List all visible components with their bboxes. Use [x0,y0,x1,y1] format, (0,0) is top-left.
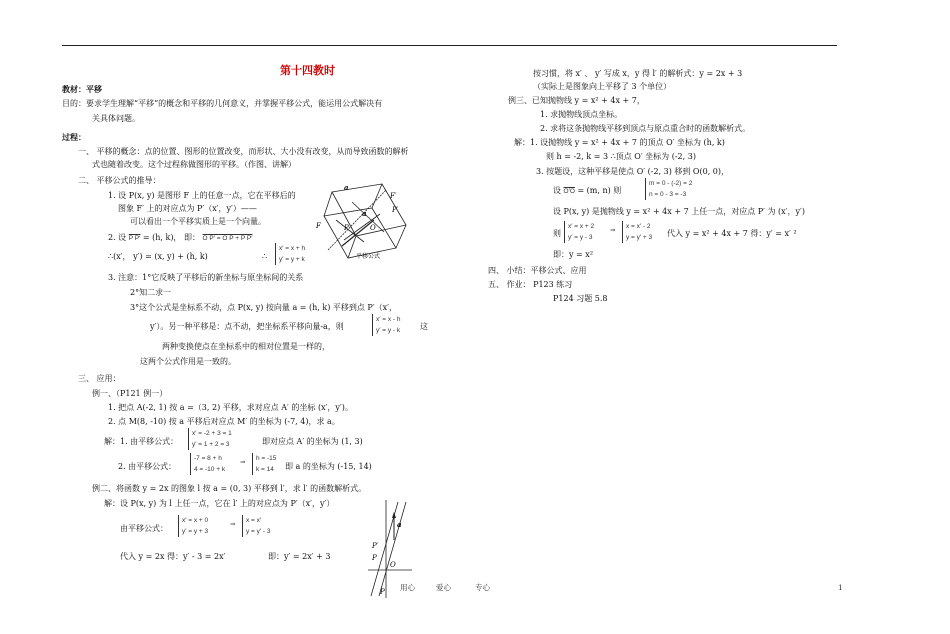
label-o: O [390,561,396,569]
footer-text: 专心 [475,583,490,592]
text-line: 2. 求将这条抛物线平移到顶点与原点重合时的函数解析式。 [540,124,751,133]
text-line: 3°这个公式是坐标系不动，点 P(x, y) 按向量 a = (h, k) 平移到点 P′（x′， [130,303,397,312]
text-line: 四、 小结：平移公式、应用 [488,266,587,275]
equation-system: m = 0 - (-2) = 2 n = 0 - 3 = -3 [645,178,692,200]
text-line: 这 [420,322,428,331]
text-line: 3. 按题设，这种平移是使点 O′ (-2, 3) 移到 O(0, 0)， [536,167,729,176]
text-line: 即：y = x² [553,250,594,259]
text-line: 二、 平移公式的推导： [78,176,161,185]
text-line: 代入 y = x² + 4x + 7 得：y′ = x′ ² [667,229,797,238]
text-line: 可以看出一个平移实质上是一个向量。 [130,217,266,226]
label-formula-caption: 平移公式 [356,253,381,260]
equation-system: x′ = x - h y′ = y - k [372,314,401,336]
equation-system: x′ = -2 + 3 = 1 y′ = 1 + 2 = 3 [188,428,232,450]
equation-system: h = -15 k = 14 [252,453,276,475]
label-a-mid: a [362,209,367,218]
figure-f-outline [324,208,396,258]
label-f-prime: F′ [390,192,397,200]
text-line: 关具体问题。 [92,114,140,123]
footer-text: 用心 [400,583,415,592]
text-line: 即：y′ = 2x′ + 3 [268,552,331,561]
text-line: 解：设 P(x, y) 为 l 上任一点，它在 l′ 上的对应点为 P′（x′，y′） [104,499,335,508]
text-line: 则 [553,229,561,238]
label-p-lower: P [380,588,385,596]
equation-system: x′ = x + h y′ = y + k [275,243,305,265]
text-line: 例三、已知抛物线 y = x² + 4x + 7， [508,96,645,105]
arrow-head-icon [392,512,396,518]
translation-figure [316,180,412,260]
text-line: 即 a 的坐标为 (-15, 14) [285,462,372,471]
text-line: 3. 注意：1°它反映了平移后的新坐标与原坐标间的关系 [108,273,304,282]
vector-pp: P P′ [128,235,141,242]
text-line: ∴ [262,252,268,261]
text-line: 按习惯，将 x′ 、 y′ 写成 x，y 得 l′ 的解析式：y = 2x + 3 [533,69,743,78]
text-line: 设 P(x, y) 是抛物线 y = x² + 4x + 7 上任一点，对应点 P′ 为 (x′，y′) [553,207,805,216]
label-a: a [397,520,402,529]
text-line: ∴(x′， y′) = (x, y) + (h, k) [108,252,208,261]
equation-system: x′ = x + 0 y′ = y + 3 [178,515,208,537]
text-line: 过程： [62,132,86,142]
text-line: 三、 应用： [78,374,121,383]
text-line: 2. 设 P P′ = (h, k)， 即： O P′ = O P + P P′ [108,233,253,242]
label-o: O [370,224,376,232]
text-line: 代入 y = 2x 得：y′ - 3 = 2x′ [120,552,226,561]
footer-text: 爱心 [436,583,451,592]
label-p-prime: P′ [392,206,399,214]
label-p-upper: P [372,554,377,562]
label-f: F [316,222,321,230]
text-line: 2°知二求一 [130,288,172,297]
text-line: 两种变换使点在坐标系中的相对位置是一样的， [162,342,330,351]
implies-arrow: ⇒ [240,459,246,466]
text-line: （实际上是图象向上平移了 3 个单位） [533,82,672,91]
implies-arrow: ⇒ [230,521,236,528]
text-line: P124 习题 5.8 [553,294,608,303]
equation-system: -7 = 8 + h 4 = -10 + k [190,453,225,475]
equation-system: x = x′ y = y′ - 3 [242,515,271,537]
label-p: P [344,224,349,232]
text-line: 教材：平移 [62,84,102,94]
text-line: 由平移公式： [120,524,168,533]
text-line: 例二、将函数 y = 2x 的图象 l 按 a = (0, 3) 平移到 l′，求 l′ 的函数解析式。 [92,484,367,493]
vector-equation: O P′ = O P + P P′ [202,235,253,242]
text-line: 即对应点 A′ 的坐标为 (1, 3) [262,437,363,446]
line-l-prime [379,502,406,596]
text-line: 解：1. 设抛物线 y = x² + 4x + 7 的顶点 O′ 坐标为 (h, k) [514,138,725,147]
text-line: 一、 平移的概念：点的位置、图形的位置改变，而形状、大小没有改变，从而导致函数的解析 [78,147,409,156]
header-rule [62,45,837,46]
implies-arrow: ⇒ [610,227,616,234]
text-line: 2. 点 M(8, -10) 按 a 平移后对应点 M′ 的坐标为 (-7, 4)，求 a。 [108,417,340,426]
text-line: 例一、（P121 例一） [92,389,168,398]
text-line: 2. 由平移公式： [118,462,177,471]
text-line: 式也随着改变。这个过程称做图形的平移。（作图、讲解） [92,160,296,169]
text-line: 这两个公式作用是一致的。 [140,357,236,366]
label-p-prime: P′ [372,542,379,550]
text-line: 1. 求抛物线顶点坐标。 [540,110,623,119]
text-line: 解：1. 由平移公式： [104,437,179,446]
text-line: 设 O′O = (m, n) 则 [553,186,622,195]
text-line: 图象 F′ 上的对应点为 P′（x′，y′）—— [118,204,257,213]
vector-o-prime-o: O′O [563,188,575,195]
text-line: 五、 作业： P123 练习 [488,280,573,289]
page-number: 1 [838,583,843,592]
page-title: 第十四教时 [280,64,335,77]
text-line: 1. 设 P(x, y) 是图形 F 上的任意一点，它在平移后的 [108,191,296,200]
text-line: 目的：要求学生理解“平移”的概念和平移的几何意义，并掌握平移公式，能运用公式解决有 [62,99,383,108]
label-a-top: a [344,183,349,192]
equation-system: x′ = x + 2 y′ = y - 3 [564,221,594,243]
equation-system: x = x′ - 2 y = y′ + 3 [622,221,652,243]
text-line: 1. 把点 A(-2, 1) 按 a =（3, 2) 平移，求对应点 A′ 的坐标 (x′，y′)。 [108,403,353,412]
text-line: 则 h = -2, k = 3 ∴顶点 O′ 坐标为 (-2, 3) [546,152,696,161]
text-line: y′）。另一种平移是：点不动，把坐标系平移向量-a，则 [150,322,344,331]
